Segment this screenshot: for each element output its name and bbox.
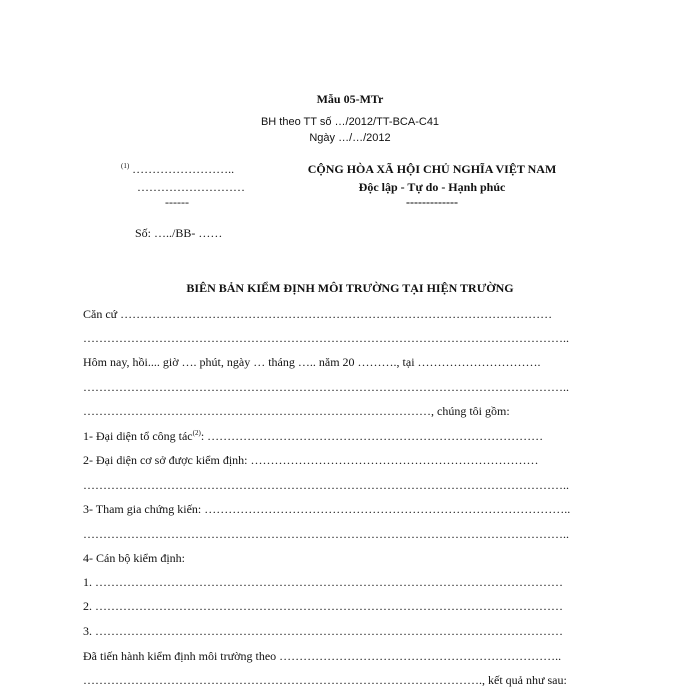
issued-by-line: BH theo TT số …/2012/TT-BCA-C41 [260, 116, 440, 128]
can-bo-item-3: 3. ……………………………………………………………………………………………………… [83, 624, 563, 638]
can-bo-item-1: 1. ……………………………………………………………………………………………………… [83, 575, 563, 589]
document-number: Số: …../BB- …… [135, 226, 223, 240]
blank-line-2: ………………………………………………………………………………………………………….. [83, 380, 569, 394]
chung-toi-line: ……………………………………………………………………………, chúng tôi gồm: [83, 404, 510, 418]
can-bo-item-2: 2. ……………………………………………………………………………………………………… [83, 599, 563, 613]
hom-nay-line: Hôm nay, hồi.... giờ …. phút, ngày … tháng ….. năm 20 ………., tại …………………………. [83, 355, 541, 369]
dai-dien-to-line [83, 429, 543, 444]
footnote-marker-1: (1) [121, 162, 130, 170]
dai-dien-to-label: 1- Đại diện tổ công tác [83, 429, 193, 443]
issued-date-line: Ngày …/…/2012 [309, 132, 391, 144]
blank-line-3: ………………………………………………………………………………………………………….. [83, 478, 569, 492]
ket-qua-line: ………………………………………………………………………………………., kết quả như sau: [83, 673, 567, 687]
can-bo-heading: 4- Cán bộ kiểm định: [83, 551, 185, 565]
document-title: BIÊN BẢN KIỂM ĐỊNH MÔI TRƯỜNG TẠI HIỆN TRƯỜNG [186, 281, 514, 295]
blank-line-4: ………………………………………………………………………………………………………….. [83, 527, 569, 541]
dai-dien-to-dots: : ………………………………………………………………………… [200, 429, 544, 443]
footnote-marker-2: (2) [192, 429, 201, 437]
form-code: Mẫu 05-MTr [316, 92, 384, 106]
tham-gia-line: 3- Tham gia chứng kiến: ……………………………………………………………………………….. [83, 502, 571, 516]
can-cu-line: Căn cứ ……………………………………………………………………………………………… [83, 307, 553, 321]
da-tien-hanh-line: Đã tiến hành kiểm định môi trường theo …………………………………………………………….. [83, 649, 562, 663]
left-header-line1-row [121, 162, 234, 177]
agency-name-line1: …………………….. [132, 162, 235, 176]
motto-divider: ------------- [406, 195, 458, 209]
nation-name: CỘNG HÒA XÃ HỘI CHỦ NGHĨA VIỆT NAM [307, 162, 557, 176]
blank-line-1: ………………………………………………………………………………………………………….. [83, 331, 569, 345]
left-header-divider: ------ [165, 195, 189, 209]
dai-dien-co-so-line: 2- Đại diện cơ sở được kiểm định: ……………………………………………………………… [83, 453, 539, 467]
national-motto: Độc lập - Tự do - Hạnh phúc [358, 180, 506, 194]
agency-name-line2: ……………………… [137, 180, 245, 194]
